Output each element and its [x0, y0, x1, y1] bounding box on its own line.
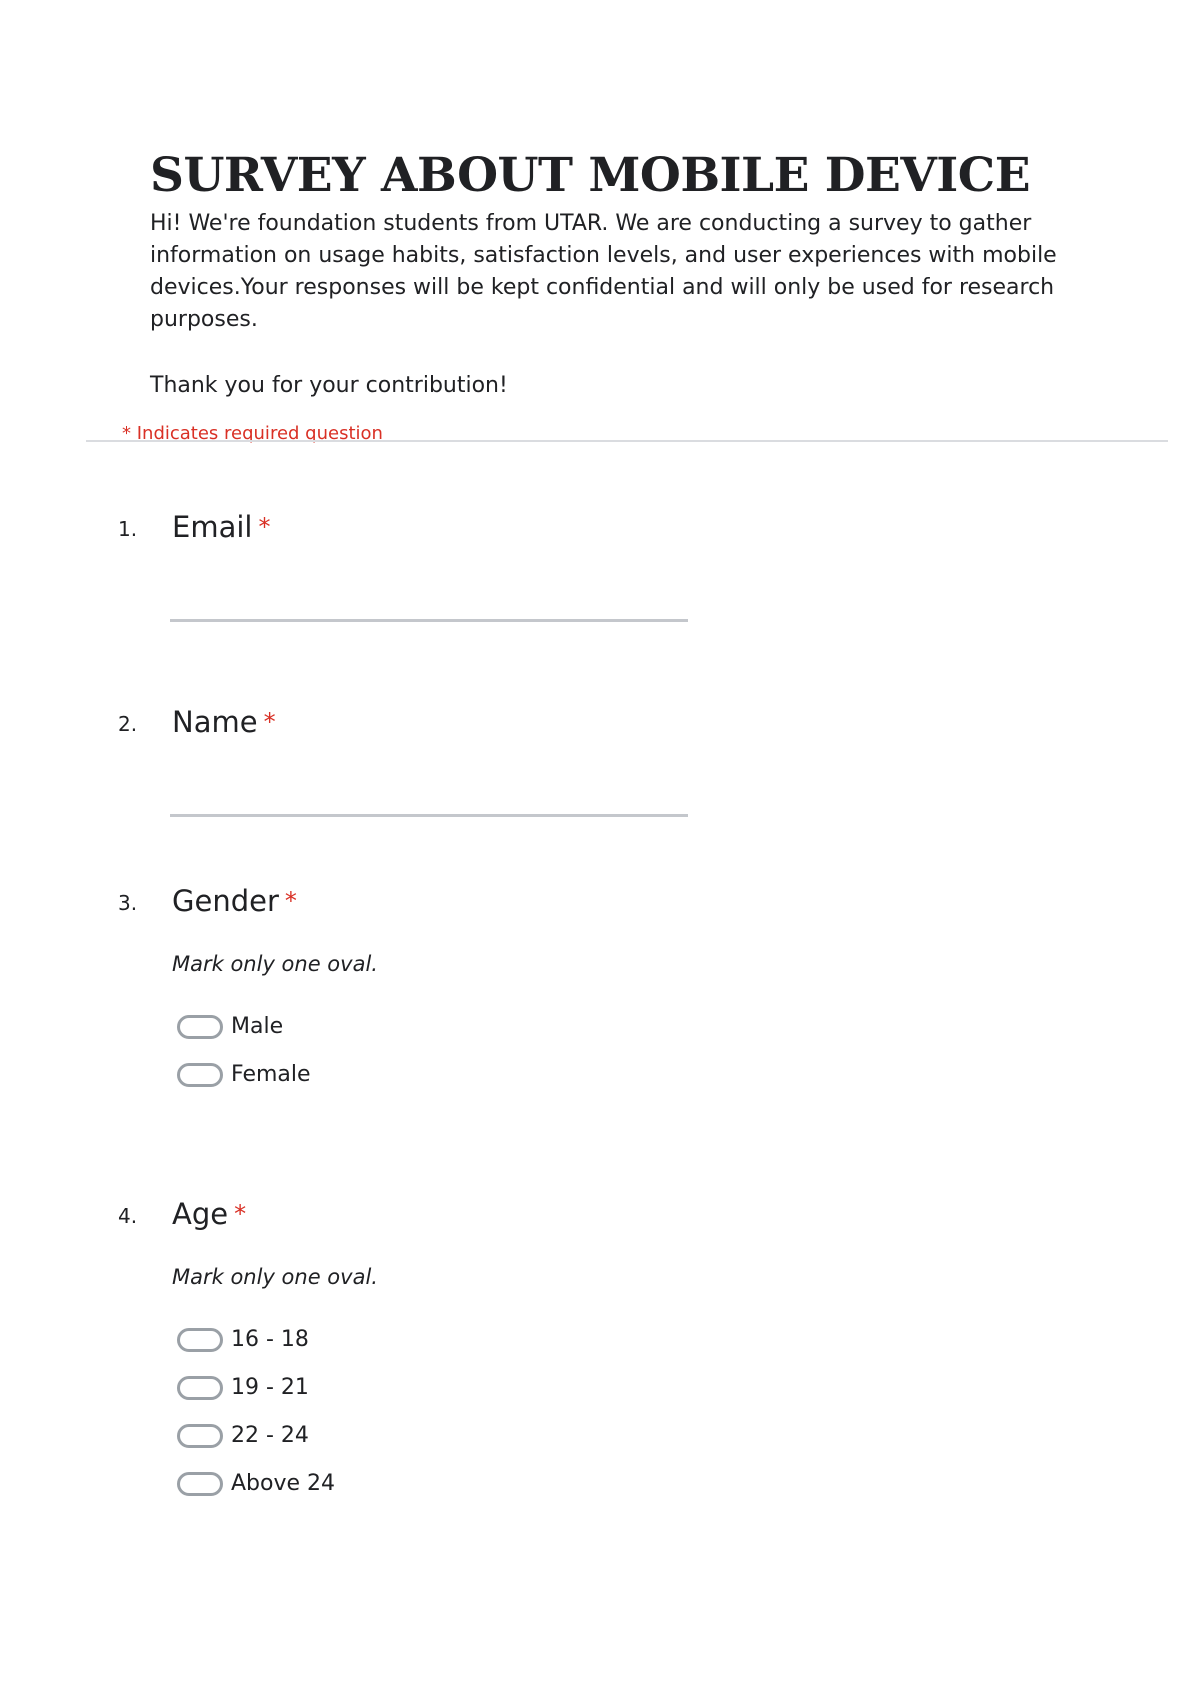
- question-title-text: Name: [172, 705, 258, 739]
- radio-oval[interactable]: [177, 1328, 223, 1352]
- option-age-16-18[interactable]: [177, 1325, 309, 1355]
- option-age-22-24[interactable]: [177, 1421, 309, 1451]
- question-title-gender: [172, 883, 297, 919]
- question-number: 1.: [118, 517, 138, 541]
- question-title-name: [172, 704, 276, 740]
- required-asterisk: *: [263, 708, 276, 736]
- name-input-line[interactable]: [170, 814, 688, 817]
- header-divider: [86, 440, 1168, 442]
- option-label: 22 - 24: [231, 1423, 309, 1448]
- required-asterisk: *: [234, 1200, 247, 1228]
- question-number: 2.: [118, 712, 138, 736]
- option-label: Above 24: [231, 1471, 336, 1496]
- email-input-line[interactable]: [170, 619, 688, 622]
- option-label: 16 - 18: [231, 1327, 309, 1352]
- option-age-19-21[interactable]: [177, 1373, 309, 1403]
- question-title-email: [172, 509, 270, 545]
- option-male[interactable]: [177, 1012, 283, 1042]
- radio-oval[interactable]: [177, 1376, 223, 1400]
- radio-oval[interactable]: [177, 1015, 223, 1039]
- form-description: Hi! We're foundation students from UTAR. We are conducting a survey to gather information on usage habits, satisfaction levels, and user experiences with mobile devices.Your responses will be kept confidential and will only be used for research purposes.: [150, 211, 1057, 332]
- form-thanks-text: Thank you for your contribution!: [150, 373, 508, 398]
- radio-oval[interactable]: [177, 1424, 223, 1448]
- question-number: 3.: [118, 891, 138, 915]
- option-label: Male: [231, 1014, 284, 1039]
- question-number: 4.: [118, 1204, 138, 1228]
- option-label: Female: [231, 1062, 311, 1087]
- radio-oval[interactable]: [177, 1063, 223, 1087]
- option-age-above-24[interactable]: [177, 1469, 335, 1499]
- option-female[interactable]: [177, 1060, 311, 1090]
- required-asterisk: *: [284, 887, 297, 915]
- question-title-age: [172, 1196, 246, 1232]
- question-title-text: Age: [172, 1197, 229, 1231]
- required-asterisk: *: [258, 513, 271, 541]
- option-label: 19 - 21: [231, 1375, 309, 1400]
- question-hint: Mark only one oval.: [172, 1265, 378, 1289]
- question-hint: Mark only one oval.: [172, 952, 378, 976]
- radio-oval[interactable]: [177, 1472, 223, 1496]
- required-question-note: * Indicates required question: [122, 423, 383, 444]
- question-title-text: Gender: [172, 884, 279, 918]
- question-title-text: Email: [172, 510, 253, 544]
- form-title: SURVEY ABOUT MOBILE DEVICE: [150, 148, 1031, 203]
